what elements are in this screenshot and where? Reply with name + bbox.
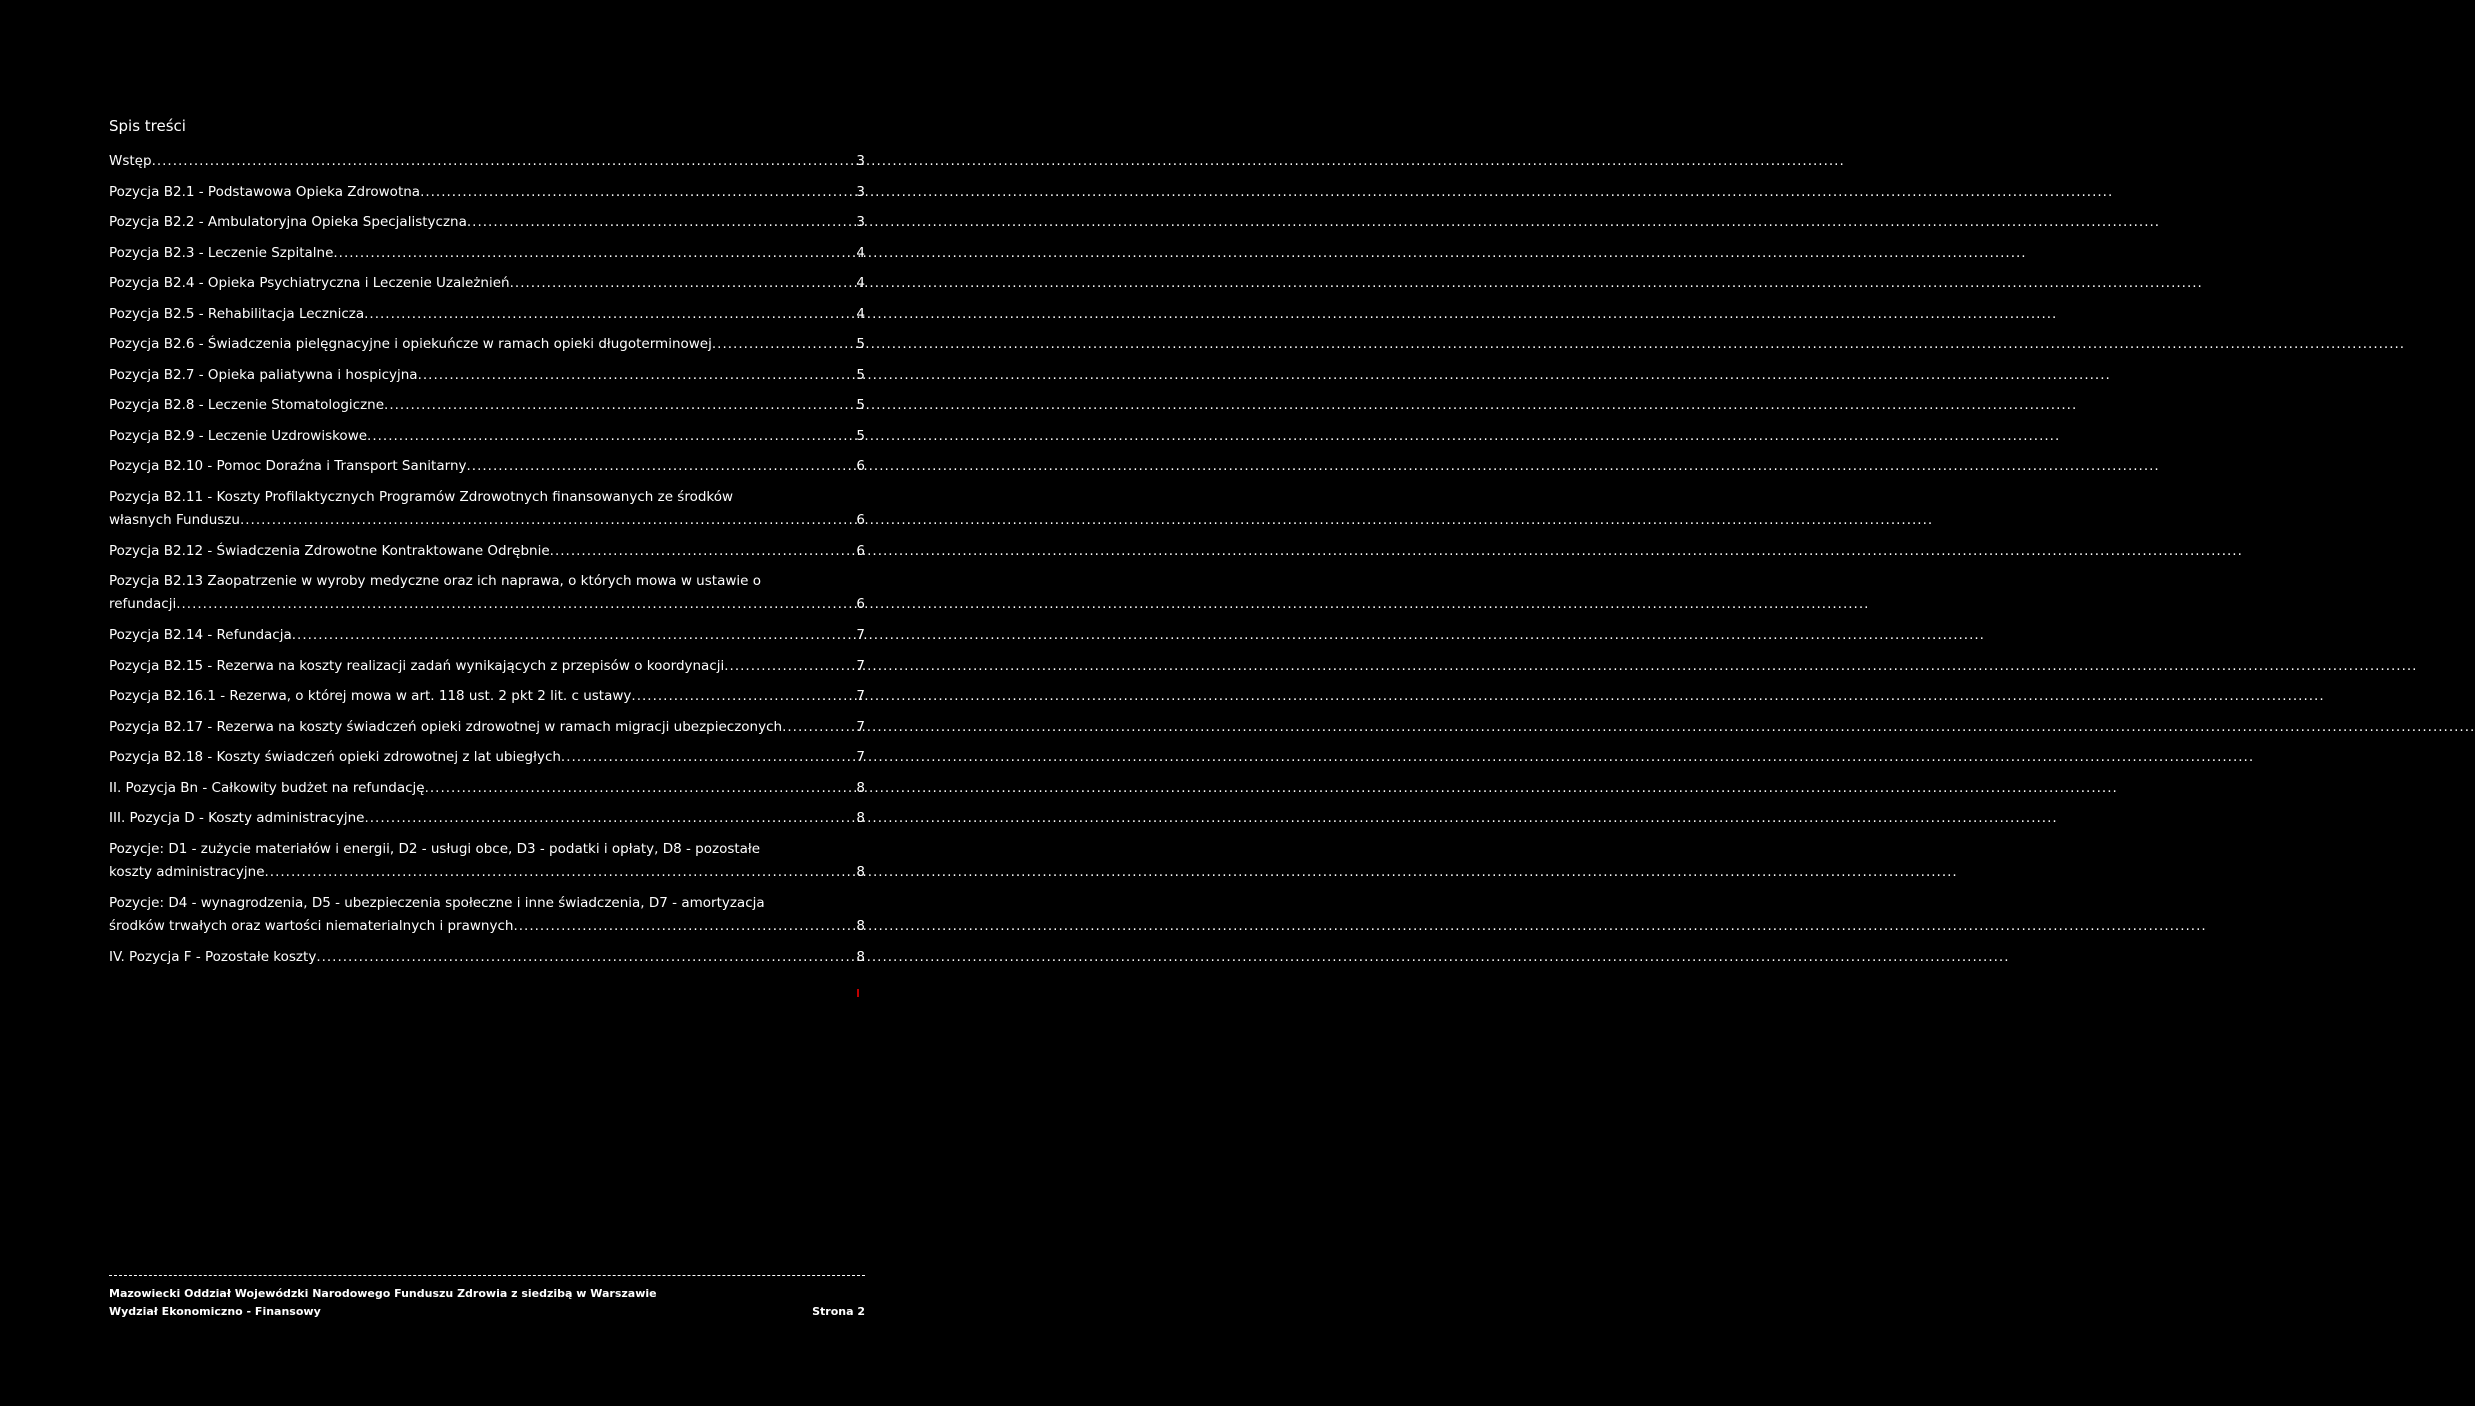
footer-page-number: Strona 2 — [812, 1305, 865, 1318]
toc-entry-text: Pozycja B2.14 - Refundacja — [109, 627, 292, 643]
toc-leader-dots — [513, 915, 854, 938]
toc-entry-page: 5 — [856, 397, 865, 413]
toc-entry[interactable] — [109, 540, 865, 563]
toc-leader-dots — [712, 333, 855, 356]
toc-entry-page: 7 — [856, 718, 865, 735]
toc-entry-text: Pozycja B2.9 - Leczenie Uzdrowiskowe — [109, 427, 368, 444]
toc-entry-text: III. Pozycja D - Koszty administracyjne — [109, 810, 365, 826]
toc-leader-dots — [333, 242, 854, 265]
toc-leader-dots — [467, 211, 855, 234]
toc-entry-page: 5 — [856, 427, 865, 444]
toc-entry-text: Pozycja B2.15 - Rezerwa na koszty realizacji zadań wynikających z przepisów o koordynacji — [109, 657, 725, 674]
toc-entry[interactable] — [109, 892, 865, 938]
toc-entry-page: 7 — [856, 627, 865, 643]
toc-entry[interactable] — [109, 946, 865, 969]
toc-leader-dots — [367, 425, 854, 448]
toc-leader-dots — [782, 716, 854, 739]
toc-entry-text: Pozycja B2.7 - Opieka paliatywna i hospicyjna — [109, 366, 418, 383]
toc-leader-dots — [384, 394, 854, 417]
toc-entry-text: II. Pozycja Bn - Całkowity budżet na refundację — [109, 779, 425, 796]
toc-leader-dots — [550, 540, 855, 563]
toc-entry[interactable] — [109, 242, 865, 265]
toc-entry-text: Pozycja B2.17 - Rezerwa na koszty świadczeń opieki zdrowotnej w ramach migracji ubezpieczonych — [109, 718, 783, 735]
toc-entry-text-line1: Pozycje: D1 - zużycie materiałów i energii, D2 - usługi obce, D3 - podatki i opłaty, D8 - pozostałe — [109, 840, 761, 857]
toc-entry-text-line1: Pozycja B2.11 - Koszty Profilaktycznych Programów Zdrowotnych finansowanych ze środków — [109, 488, 734, 505]
toc-entry-page: 6 — [856, 511, 865, 528]
toc-leader-dots — [631, 685, 854, 708]
toc-entry[interactable] — [109, 570, 865, 616]
toc-entry[interactable] — [109, 181, 865, 204]
toc-entry-page: 8 — [856, 779, 865, 796]
toc-entry-text: Pozycja B2.12 - Świadczenia Zdrowotne Kontraktowane Odrębnie — [109, 542, 550, 559]
toc-entry-text: Wstęp — [109, 153, 152, 169]
toc-entry-page: 3 — [856, 183, 865, 200]
toc-entry[interactable] — [109, 333, 865, 356]
toc-entry-page: 6 — [856, 596, 865, 612]
stray-mark — [857, 989, 859, 997]
toc-leader-dots — [176, 593, 854, 616]
toc-entry-text: Pozycja B2.16.1 - Rezerwa, o której mowa w art. 118 ust. 2 pkt 2 lit. c ustawy — [109, 688, 632, 704]
toc-entry[interactable] — [109, 211, 865, 234]
toc-entry[interactable] — [109, 364, 865, 387]
toc-entry-page: 3 — [856, 214, 865, 230]
toc-entry[interactable] — [109, 716, 865, 739]
toc-leader-dots — [724, 655, 854, 678]
toc-entry[interactable] — [109, 685, 865, 708]
toc-entry-text: refundacji — [109, 596, 177, 612]
toc-leader-dots — [364, 807, 854, 830]
toc-entry-page: 5 — [856, 336, 865, 352]
toc-leader-dots — [316, 946, 854, 969]
toc-entry[interactable] — [109, 150, 865, 173]
toc-entry[interactable] — [109, 777, 865, 800]
toc-entry-page: 6 — [856, 458, 865, 474]
toc-leader-dots — [364, 303, 854, 326]
toc-entry-text: Pozycja B2.3 - Leczenie Szpitalne — [109, 244, 334, 261]
toc-entry[interactable] — [109, 655, 865, 678]
toc-entry-page: 8 — [856, 810, 865, 826]
toc-leader-dots — [425, 777, 855, 800]
toc-entry-text: Pozycja B2.8 - Leczenie Stomatologiczne — [109, 397, 385, 413]
toc-entry-page: 7 — [856, 749, 865, 765]
toc-entry[interactable] — [109, 746, 865, 769]
footer-rule — [109, 1275, 865, 1277]
toc-entry-text: Pozycja B2.6 - Świadczenia pielęgnacyjne i opiekuńcze w ramach opieki długoterminowej — [109, 336, 712, 352]
toc-entry-page: 8 — [856, 948, 865, 965]
toc-entry[interactable] — [109, 455, 865, 478]
toc-entry-text: koszty administracyjne — [109, 863, 265, 880]
toc-entry[interactable] — [109, 624, 865, 647]
toc-entry-text: Pozycja B2.5 - Rehabilitacja Lecznicza — [109, 305, 365, 322]
toc-entry-page: 8 — [856, 863, 865, 880]
toc-entry-page: 4 — [856, 305, 865, 322]
toc-entry-text-line1: Pozycje: D4 - wynagrodzenia, D5 - ubezpieczenia społeczne i inne świadczenia, D7 - amortyzacja — [109, 894, 765, 911]
footer-department: Wydział Ekonomiczno - Finansowy — [109, 1305, 321, 1318]
toc-leader-dots — [292, 624, 855, 647]
toc-entry-page: 5 — [856, 366, 865, 383]
toc-entry[interactable] — [109, 394, 865, 417]
toc-entry[interactable] — [109, 807, 865, 830]
toc-leader-dots — [510, 272, 855, 295]
toc-entry-text: IV. Pozycja F - Pozostałe koszty — [109, 948, 317, 965]
toc-entry-text-line1: Pozycja B2.13 Zaopatrzenie w wyroby medyczne oraz ich naprawa, o których mowa w ustawie o — [109, 573, 761, 589]
toc-leader-dots — [418, 364, 855, 387]
toc-title: Spis treści — [109, 117, 186, 135]
toc-entry-text: Pozycja B2.10 - Pomoc Doraźna i Transport Sanitarny — [109, 458, 467, 474]
toc-entry[interactable] — [109, 303, 865, 326]
toc-leader-dots — [265, 861, 855, 884]
toc-entry-text: własnych Funduszu — [109, 511, 240, 528]
toc-entry-text: środków trwałych oraz wartości niematerialnych i prawnych — [109, 917, 514, 934]
toc-leader-dots — [561, 746, 854, 769]
toc-leader-dots — [152, 150, 855, 173]
toc-entry-page: 7 — [856, 657, 865, 674]
toc-leader-dots — [467, 455, 855, 478]
toc-entry[interactable] — [109, 838, 865, 884]
toc-entry-text: Pozycja B2.1 - Podstawowa Opieka Zdrowotna — [109, 183, 421, 200]
toc-entry-text: Pozycja B2.18 - Koszty świadczeń opieki zdrowotnej z lat ubiegłych — [109, 749, 561, 765]
toc-entry-page: 4 — [856, 275, 865, 291]
footer-organization: Mazowiecki Oddział Wojewódzki Narodowego Funduszu Zdrowia z siedzibą w Warszawie — [109, 1287, 657, 1300]
toc-entry-page: 6 — [856, 542, 865, 559]
toc-leader-dots — [420, 181, 854, 204]
toc-entry-page: 8 — [856, 917, 865, 934]
toc-leader-dots — [240, 509, 854, 532]
toc-entry-text: Pozycja B2.2 - Ambulatoryjna Opieka Specjalistyczna — [109, 214, 467, 230]
toc-entry[interactable] — [109, 425, 865, 448]
toc-entry-text: Pozycja B2.4 - Opieka Psychiatryczna i Leczenie Uzależnień — [109, 275, 510, 291]
toc-entry[interactable] — [109, 486, 865, 532]
toc-entry[interactable] — [109, 272, 865, 295]
toc-entry-page: 7 — [856, 688, 865, 704]
toc-entry-page: 4 — [856, 244, 865, 261]
toc-entry-page: 3 — [856, 153, 865, 169]
